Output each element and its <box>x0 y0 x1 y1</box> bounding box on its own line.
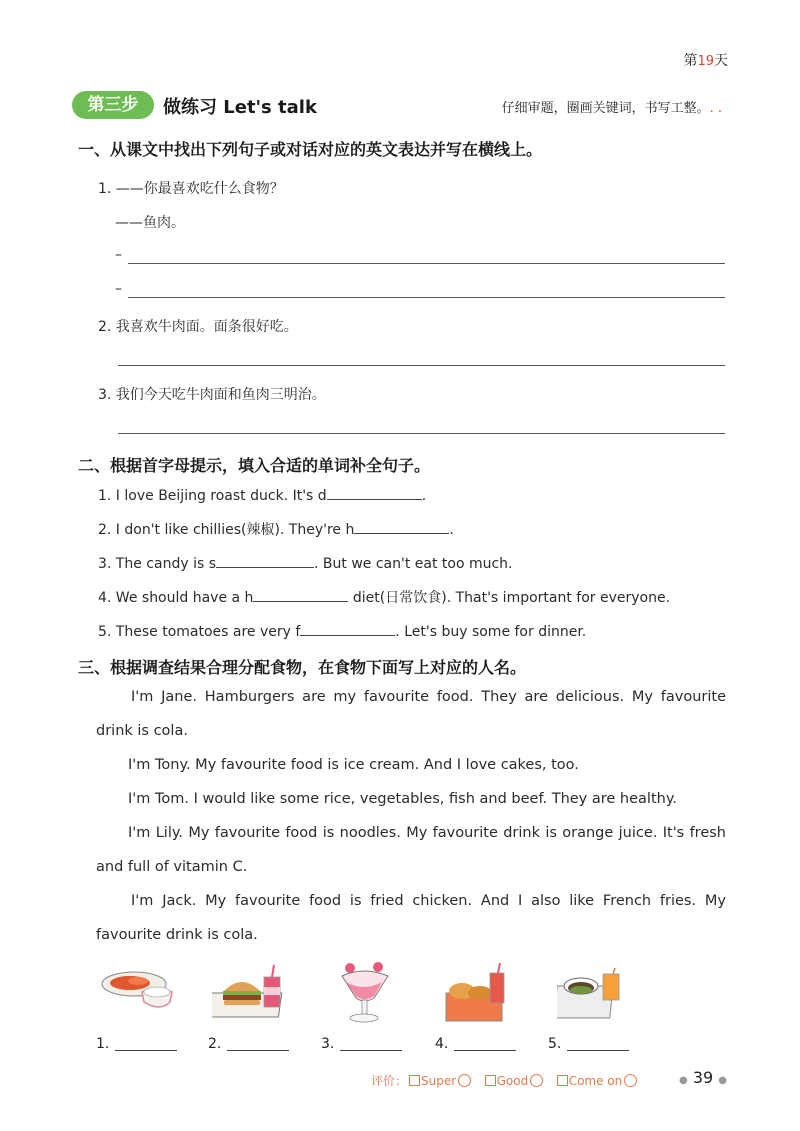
step-title: 做练习 Let's talk <box>163 97 317 118</box>
super-face-icon <box>458 1074 471 1087</box>
s3-answer-blank-4[interactable] <box>454 1049 516 1051</box>
s1-q2: 2. 我喜欢牛肉面。面条很好吃。 <box>98 319 298 335</box>
fish-rice-plate-icon <box>100 962 175 1022</box>
s3-answer-4: 4. <box>435 1036 516 1052</box>
s2-blank-5[interactable] <box>300 621 395 636</box>
s2-item-2: 2. I don't like chillies(辣椒). They're h . <box>98 519 454 539</box>
s3-answer-1: 1. <box>96 1036 177 1052</box>
fried-chicken-cola-icon <box>440 963 520 1028</box>
s3-para-jane: I'm Jane. Hamburgers are my favourite food. They are delicious. My favourite drink is cola. <box>96 689 726 739</box>
s3-para-jack: I'm Jack. My favourite food is fried chicken. And I also like French fries. My favourite drink is cola. <box>96 893 726 943</box>
s1-q1-line1: 1. ——你最喜欢吃什么食物？ <box>98 181 284 197</box>
s1-answer-line-4[interactable] <box>118 433 725 434</box>
good-face-icon <box>530 1074 543 1087</box>
section1-title: 一、从课文中找出下列句子或对话对应的英文表达并写在横线上。 <box>78 140 543 159</box>
s3-para-lily: I'm Lily. My favourite food is noodles. My favourite drink is orange juice. It's fresh and full of vitamin C. <box>96 825 726 875</box>
s2-blank-3[interactable] <box>216 553 314 568</box>
s1-answer-line-3[interactable] <box>118 365 725 366</box>
s2-item-1: 1. I love Beijing roast duck. It's d . <box>98 485 426 504</box>
s2-blank-4[interactable] <box>253 587 348 602</box>
s2-item-5: 5. These tomatoes are very f . Let's buy some for dinner. <box>98 621 586 640</box>
section2-title: 二、根据首字母提示，填入合适的单词补全句子。 <box>78 456 431 475</box>
s3-answer-5: 5. <box>548 1036 629 1052</box>
s3-answer-2: 2. <box>208 1036 289 1052</box>
noodles-juice-icon <box>557 968 629 1023</box>
page-number: ● 39 ● <box>679 1068 728 1087</box>
s2-blank-2[interactable] <box>354 519 449 534</box>
step-hint: 仔细审题，圈画关键词，书写工整。. . <box>501 101 722 116</box>
s1-dash-1: – <box>115 247 122 263</box>
s3-answer-blank-5[interactable] <box>567 1049 629 1051</box>
s3-answer-blank-1[interactable] <box>115 1049 177 1051</box>
evaluation-bar: 评价： Super Good Come on <box>371 1072 637 1089</box>
section3-title: 三、根据调查结果合理分配食物，在食物下面写上对应的人名。 <box>78 658 527 677</box>
hamburger-cola-icon <box>212 963 294 1023</box>
good-checkbox[interactable] <box>485 1075 496 1086</box>
s1-answer-line-1[interactable] <box>128 263 725 264</box>
step-badge: 第三步 <box>72 91 154 119</box>
s3-answer-blank-3[interactable] <box>340 1049 402 1051</box>
super-checkbox[interactable] <box>409 1075 420 1086</box>
s2-blank-1[interactable] <box>327 485 422 500</box>
come-on-face-icon <box>624 1074 637 1087</box>
ice-cream-sundae-icon <box>334 958 396 1028</box>
s3-para-tom: I'm Tom. I would like some rice, vegetables, fish and beef. They are healthy. <box>128 791 677 807</box>
s3-answer-3: 3. <box>321 1036 402 1052</box>
day-indicator: 第19天 <box>683 53 728 69</box>
s1-dash-2: – <box>115 281 122 297</box>
s3-answer-blank-2[interactable] <box>227 1049 289 1051</box>
s1-answer-line-2[interactable] <box>128 297 725 298</box>
s2-item-3: 3. The candy is s . But we can't eat too much. <box>98 553 513 572</box>
s1-q1-line2: ——鱼肉。 <box>115 215 185 231</box>
s2-item-4: 4. We should have a h diet(日常饮食). That's important for everyone. <box>98 587 670 607</box>
s3-para-tony: I'm Tony. My favourite food is ice cream. And I love cakes, too. <box>128 757 579 773</box>
come-on-checkbox[interactable] <box>557 1075 568 1086</box>
s1-q3: 3. 我们今天吃牛肉面和鱼肉三明治。 <box>98 387 326 403</box>
